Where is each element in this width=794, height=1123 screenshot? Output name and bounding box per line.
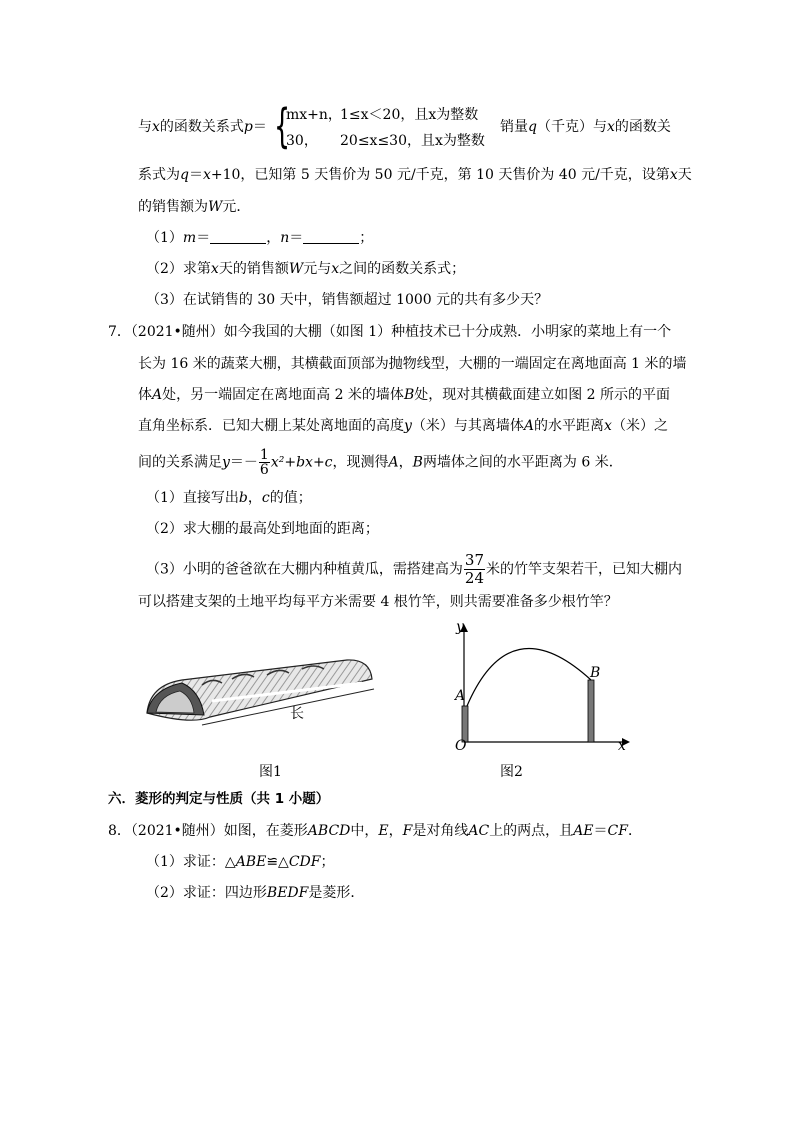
answer-blank-n[interactable] [303, 229, 359, 244]
p6-sub3: （3）在试销售的 30 天中，销售额超过 1000 元的共有多少天？ [146, 292, 549, 308]
answer-blank-m[interactable] [210, 229, 266, 244]
p6-line2: 系式为q＝x+10，已知第 5 天售价为 50 元/千克，第 10 天售价为 40 元/千克，设第x天 [138, 167, 692, 183]
x-axis-label: x [618, 738, 626, 754]
p7-line3: 体A处，另一端固定在离地面高 2 米的墙体B处，现对其横截面建立如图 2 所示的平面 [138, 387, 671, 403]
p8-sub2: （2）求证：四边形BEDF是菱形． [146, 885, 365, 901]
p6-line1-left: 与x的函数关系式p＝ [138, 119, 267, 135]
fraction-one-sixth: $\frac{1}{6}$ [259, 447, 269, 478]
wall-b [588, 680, 594, 742]
fraction-37-24: $\frac{37}{24}$ [464, 551, 484, 587]
piecewise-case1: mx+n，1≤x＜20，且x为整数 [286, 107, 479, 123]
p7-line4: 直角坐标系．已知大棚上某处离地面的高度y（米）与其离墙体A的水平距离x（米）之 [138, 418, 668, 434]
p6-sub1: （1）m＝ ，n＝ ； [146, 230, 374, 246]
figure-1-caption: 图1 [259, 764, 282, 780]
p6-sub2: （2）求第x天的销售额W元与x之间的函数关系式； [146, 261, 466, 277]
length-label: 长 [290, 706, 304, 722]
wall-a [462, 706, 468, 742]
p8-sub1: （1）求证：△ABE≌△CDF； [146, 854, 335, 870]
point-a-label: A [455, 688, 466, 704]
p8-line1: 8．（2021•随州）如图，在菱形ABCD中，E，F是对角线AC上的两点，且AE＝CF． [108, 823, 642, 839]
parabola-curve [467, 649, 591, 706]
origin-label: O [455, 738, 467, 754]
p7-line5: 间的关系满足y＝－ $\frac{1}{6}$ x²+bx+c，现测得A，B两墙体之间的水平距离为 6 米． [138, 447, 623, 478]
figure-2-caption: 图2 [500, 764, 523, 780]
section-heading: 六．菱形的判定与性质（共 1 小题） [108, 791, 330, 807]
p6-line1-right: 销量q（千克）与x的函数关 [500, 119, 671, 135]
p7-line1: 7．（2021•随州）如今我国的大棚（如图 1）种植技术已十分成熟．小明家的菜地上有一个 [108, 324, 672, 340]
y-axis-label: y [456, 619, 464, 635]
p7-sub3: （3）小明的爸爸欲在大棚内种植黄瓜，需搭建高为 $\frac{37}{24}$ 米的竹竿支架若干，已知大棚内 [146, 551, 682, 587]
piecewise-brace: { [274, 99, 291, 153]
coordinate-figure-2 [450, 618, 640, 756]
p7-line2: 长为 16 米的蔬菜大棚，其横截面顶部为抛物线型，大棚的一端固定在离地面高 1 米的墙 [138, 356, 687, 372]
p7-sub2: （2）求大棚的最高处到地面的距离； [146, 521, 379, 537]
point-b-label: B [590, 665, 601, 681]
greenhouse-figure-1 [142, 655, 382, 740]
p6-line3: 的销售额为W元． [138, 199, 251, 215]
piecewise-case2: 30， 20≤x≤30，且x为整数 [286, 133, 485, 149]
p7-sub1: （1）直接写出b，c的值； [146, 490, 312, 506]
p7-sub3-cont: 可以搭建支架的土地平均每平方米需要 4 根竹竿，则共需要准备多少根竹竿？ [138, 594, 618, 610]
